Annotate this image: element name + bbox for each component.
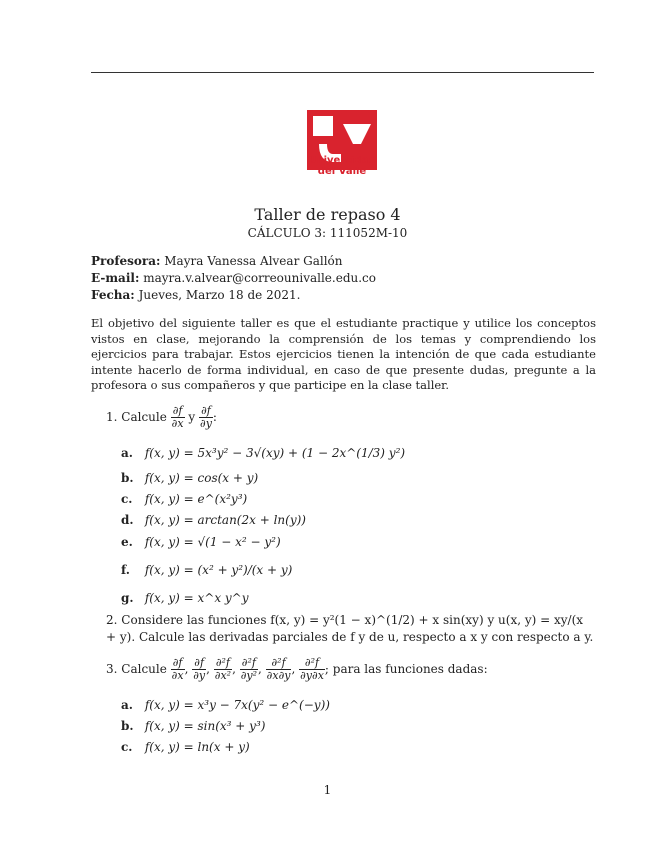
q1-item-e bbox=[121, 535, 281, 549]
document-subtitle: CÁLCULO 3: 111052M-10 bbox=[247, 226, 408, 240]
q1-item-expr: f(x, y) = (x² + y²)/(x + y) bbox=[144, 563, 293, 577]
q3-prompt: Calcule bbox=[121, 662, 167, 676]
q2-number: 2. bbox=[106, 613, 118, 627]
q1-number: 1. bbox=[106, 410, 118, 424]
q1-item-label: f. bbox=[121, 563, 130, 577]
q1-prompt: Calcule bbox=[121, 410, 167, 424]
q3-number: 3. bbox=[106, 662, 118, 676]
q3-item-c bbox=[121, 740, 250, 754]
q1-item-expr: f(x, y) = cos(x + y) bbox=[144, 471, 259, 485]
info-fecha bbox=[91, 288, 300, 302]
q1-item-c bbox=[121, 492, 247, 506]
q1-item-label: c. bbox=[121, 492, 133, 506]
logo-line1: Universidad bbox=[308, 155, 376, 166]
q1-heading: 1. Calcule $\frac{\partial f}{\partial x}$ y $\frac{\partial f}{\partial y}$ : bbox=[106, 404, 217, 430]
fecha-label: Fecha: bbox=[91, 288, 135, 302]
partial-f-y: $\frac{\partial f}{\partial y}$ bbox=[193, 656, 206, 682]
q1-item-expr: f(x, y) = e^(x²y³) bbox=[144, 492, 248, 506]
info-profesora bbox=[91, 254, 342, 268]
q1-item-expr: f(x, y) = 5x³y² − 3√(xy) + (1 − 2x^(1/3) y²) bbox=[144, 446, 406, 460]
q3-item-label: a. bbox=[121, 698, 133, 712]
q3-item-a bbox=[121, 698, 330, 712]
email-label: E-mail: bbox=[91, 271, 140, 285]
partial-f-yx: $\frac{\text{∂²f}}{\partial y\partial x}$ bbox=[300, 656, 324, 682]
logo-line2: del Valle bbox=[317, 166, 367, 177]
q3-suffix: ; para las funciones dadas: bbox=[324, 662, 488, 676]
q3-item-expr: f(x, y) = ln(x + y) bbox=[144, 740, 250, 754]
q1-item-label: b. bbox=[121, 471, 134, 485]
q2-text: Considere las funciones f(x, y) = y²(1 − x)^(1/2) + x sin(xy) y u(x, y) = xy/(x + y). Calcule las derivadas parciales de f y de u, respecto a x y con respecto a y. bbox=[106, 613, 594, 644]
q1-item-label: d. bbox=[121, 513, 134, 527]
q2-block bbox=[106, 612, 596, 646]
intro-paragraph: El objetivo del siguiente taller es que el estudiante practique y utilice los conceptos vistos en clase, mejorando la comprensión de los temas y comprendiendo los ejercicios para trabajar. Estos ejercicios tienen la intención de que cada estudiante intente hacerlo de forma individual, en caso de que presente dudas, pregunte a la profesora o sus compañeros y que participe en la clase taller. bbox=[91, 316, 596, 392]
q1-item-expr: f(x, y) = arctan(2x + ln(y)) bbox=[144, 513, 306, 527]
q1-connector: y bbox=[188, 410, 196, 424]
q1-item-g bbox=[121, 591, 249, 605]
partial-f-xy: $\frac{\text{∂²f}}{\partial x\partial y}$ bbox=[266, 656, 291, 682]
q3-item-expr: f(x, y) = sin(x³ + y³) bbox=[144, 719, 266, 733]
partial-f-x: $\frac{\partial f}{\partial x}$ bbox=[171, 404, 184, 430]
q3-item-label: b. bbox=[121, 719, 134, 733]
q1-item-a bbox=[121, 446, 405, 460]
partial-f-yy: $\frac{\text{∂²f}}{\text{∂y²}}$ bbox=[240, 656, 258, 682]
info-email bbox=[91, 271, 376, 285]
q3-item-expr: f(x, y) = x³y − 7x(y² − e^(−y)) bbox=[144, 698, 330, 712]
email-value: mayra.v.alvear@correounivalle.edu.co bbox=[143, 271, 376, 285]
q1-item-expr: f(x, y) = x^x y^y bbox=[144, 591, 249, 605]
profesora-value: Mayra Vanessa Alvear Gallón bbox=[164, 254, 343, 268]
q3-heading: 3. Calcule $\frac{\partial f}{\partial x}$ , $\frac{\partial f}{\partial y}$ , $\frac{\text{∂²f}}{\text{∂x²}}$ , $\frac{\text{∂²f}}{\text{∂y²}}$ , $\frac{\text{∂²f}}{\partial x\partial y}$ , $\frac{\text{∂²f}}{\partial y\partial x}$ ; para las funciones dadas: bbox=[106, 656, 488, 682]
q1-item-f bbox=[121, 563, 292, 577]
fecha-value: Jueves, Marzo 18 de 2021. bbox=[138, 288, 301, 302]
q1-item-label: g. bbox=[121, 591, 134, 605]
partial-f-xx: $\frac{\text{∂²f}}{\text{∂x²}}$ bbox=[214, 656, 232, 682]
q3-item-label: c. bbox=[121, 740, 133, 754]
q1-item-label: e. bbox=[121, 535, 133, 549]
q1-item-d bbox=[121, 513, 306, 527]
q1-item-b bbox=[121, 471, 258, 485]
q3-item-b bbox=[121, 719, 265, 733]
page-number: 1 bbox=[323, 783, 332, 797]
top-rule bbox=[91, 72, 594, 73]
q1-item-expr: f(x, y) = √(1 − x² − y²) bbox=[144, 535, 281, 549]
document-title: Taller de repaso 4 bbox=[254, 205, 401, 224]
logo-text bbox=[307, 155, 377, 177]
profesora-label: Profesora: bbox=[91, 254, 161, 268]
partial-f-x: $\frac{\partial f}{\partial x}$ bbox=[171, 656, 184, 682]
partial-f-y: $\frac{\partial f}{\partial y}$ bbox=[200, 404, 212, 430]
q1-item-label: a. bbox=[121, 446, 133, 460]
